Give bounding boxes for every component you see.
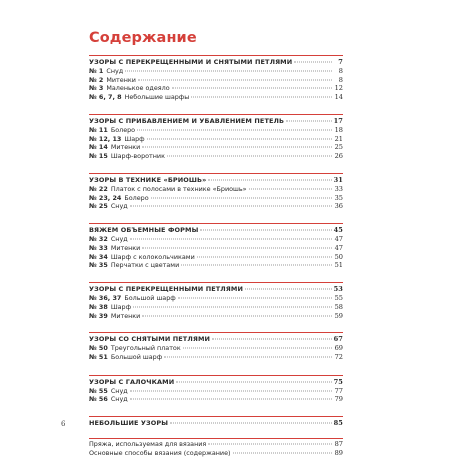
pattern-number: № 51 (89, 352, 108, 361)
entry-page-number: 17 (333, 116, 343, 125)
entry-page-number: 89 (334, 448, 343, 457)
entry-page-number: 85 (333, 419, 343, 428)
entry-page-number: 67 (333, 335, 343, 344)
entry-page-number: 21 (334, 134, 343, 143)
entry-label: Основные способы вязания (содержание) (89, 448, 231, 457)
entry-page-number: 53 (333, 285, 343, 294)
dot-leader (130, 206, 332, 207)
entry-label: Снуд (110, 386, 128, 395)
pattern-number: № 32 (89, 234, 108, 243)
toc-section (89, 114, 343, 163)
dot-leader (286, 120, 332, 121)
pattern-number: № 56 (89, 395, 108, 404)
dot-leader (142, 147, 332, 148)
entry-label: Снуд (106, 66, 124, 75)
dot-leader (142, 315, 332, 316)
entry-page-number: 8 (338, 66, 343, 75)
dot-leader (130, 399, 332, 400)
pattern-number: № 39 (89, 311, 108, 320)
entry-label: Треугольный платок (110, 344, 181, 353)
entry-page-number: 75 (333, 377, 343, 386)
entry-label: Снуд (110, 202, 128, 211)
dot-leader (151, 197, 332, 198)
dot-leader (170, 423, 332, 424)
pattern-number: № 33 (89, 243, 108, 252)
entry-page-number: 36 (334, 202, 343, 211)
toc-entry[interactable] (89, 143, 343, 152)
pattern-number: № 6, 7, 8 (89, 93, 122, 102)
entry-label: Митенки (110, 143, 141, 152)
dot-leader (245, 289, 332, 290)
toc-entry[interactable] (89, 387, 343, 396)
entry-label: УЗОРЫ В ТЕХНИКЕ «БРИОШЬ» (89, 175, 207, 184)
toc-section (89, 416, 343, 430)
toc-entry[interactable] (89, 440, 343, 449)
toc-section (89, 375, 343, 406)
dot-leader (137, 129, 332, 130)
entry-label: Митенки (106, 75, 136, 84)
entry-page-number: 55 (334, 293, 343, 302)
entry-page-number: 18 (334, 125, 343, 134)
entry-page-number: 33 (334, 184, 343, 193)
dot-leader (176, 381, 331, 382)
entry-page-number: 35 (334, 193, 343, 202)
entry-label: Болеро (124, 193, 149, 202)
dot-leader (183, 348, 332, 349)
entry-label: УЗОРЫ С ПЕРЕКРЕЩЕННЫМИ ПЕТЛЯМИ (89, 285, 244, 294)
toc-section-heading[interactable] (89, 419, 343, 428)
entry-page-number: 26 (334, 152, 343, 161)
toc-section (89, 55, 343, 104)
toc-section-heading[interactable] (89, 117, 343, 126)
toc-entry[interactable] (89, 135, 343, 144)
entry-label: Перчатки с цветами (110, 261, 180, 270)
entry-label: Шарф-воротник (110, 152, 165, 161)
dot-leader (294, 62, 332, 63)
dot-leader (142, 247, 332, 248)
toc-entry[interactable] (89, 93, 343, 102)
entry-page-number: 47 (334, 243, 343, 252)
toc-section-heading[interactable] (89, 335, 343, 344)
entry-label: НЕБОЛЬШИЕ УЗОРЫ (89, 419, 169, 428)
toc-section-heading[interactable] (89, 378, 343, 387)
dot-leader (181, 265, 332, 266)
pattern-number: № 3 (89, 84, 104, 93)
entry-page-number: 14 (334, 93, 343, 102)
toc-entry[interactable] (89, 261, 343, 270)
entry-label: ВЯЖЕМ ОБЪЕМНЫЕ ФОРМЫ (89, 226, 199, 235)
toc-entry[interactable] (89, 244, 343, 253)
toc-section-heading[interactable] (89, 58, 343, 67)
toc-section-heading[interactable] (89, 285, 343, 294)
entry-label: Шарф (110, 302, 132, 311)
toc-entry[interactable] (89, 344, 343, 353)
entry-label: Снуд (110, 395, 128, 404)
pattern-number: № 34 (89, 252, 108, 261)
pattern-number: № 1 (89, 66, 104, 75)
toc-section (89, 223, 343, 272)
entry-label: Шарф (124, 134, 145, 143)
pattern-number: № 38 (89, 302, 108, 311)
dot-leader (138, 79, 332, 80)
entry-page-number: 45 (333, 226, 343, 235)
toc-section (89, 282, 343, 322)
entry-page-number: 31 (333, 175, 343, 184)
toc-section (89, 332, 343, 363)
toc-section-heading[interactable] (89, 176, 343, 185)
entry-page-number: 72 (334, 352, 343, 361)
pattern-number: № 2 (89, 75, 104, 84)
toc-entry[interactable] (89, 449, 343, 458)
entry-page-number: 7 (338, 58, 343, 66)
entry-label: Шарф с колокольчиками (110, 252, 195, 261)
toc-entry[interactable] (89, 194, 343, 203)
pattern-number: № 11 (89, 125, 108, 134)
toc-entry[interactable] (89, 76, 343, 85)
dot-leader (130, 390, 332, 391)
entry-page-number: 25 (334, 143, 343, 152)
pattern-number: № 15 (89, 152, 108, 161)
entry-page-number: 79 (334, 395, 343, 404)
dot-leader (125, 70, 332, 71)
dot-leader (167, 156, 332, 157)
entry-label: Большой шарф (110, 352, 163, 361)
toc-entry[interactable] (89, 202, 343, 211)
dot-leader (164, 356, 332, 357)
entry-label: Болеро (110, 125, 136, 134)
pattern-number: № 12, 13 (89, 134, 122, 143)
dot-leader (178, 297, 332, 298)
toc-entry[interactable] (89, 67, 343, 76)
entry-page-number: 12 (334, 84, 343, 93)
dot-leader (147, 138, 332, 139)
entry-page-number: 59 (334, 311, 343, 320)
pattern-number: № 25 (89, 202, 108, 211)
entry-label: Платок с полосами в технике «Бриошь» (110, 184, 247, 193)
pattern-number: № 23, 24 (89, 193, 122, 202)
toc-entry[interactable] (89, 235, 343, 244)
toc-entry[interactable] (89, 152, 343, 161)
pattern-number: № 36, 37 (89, 293, 122, 302)
entry-label: Маленькое одеяло (106, 84, 170, 93)
toc-entry[interactable] (89, 253, 343, 262)
entry-page-number: 50 (334, 252, 343, 261)
entry-label: УЗОРЫ С ПЕРЕКРЕЩЕННЫМИ И СНЯТЫМИ ПЕТЛЯМИ (89, 58, 293, 66)
toc-section (89, 438, 343, 460)
toc-entry[interactable] (89, 185, 343, 194)
dot-leader (130, 238, 332, 239)
page-number: 6 (61, 420, 66, 428)
entry-page-number: 77 (334, 386, 343, 395)
toc-entry[interactable] (89, 353, 343, 362)
pattern-number: № 14 (89, 143, 108, 152)
dot-leader (200, 230, 331, 231)
dot-leader (208, 179, 331, 180)
dot-leader (172, 88, 332, 89)
entry-label: Небольшие шарфы (124, 93, 190, 102)
pattern-number: № 55 (89, 386, 108, 395)
entry-label: Снуд (110, 234, 128, 243)
page-title: Содержание (89, 30, 197, 46)
toc-entry[interactable] (89, 84, 343, 93)
pattern-number: № 50 (89, 344, 108, 353)
pattern-number: № 35 (89, 261, 108, 270)
dot-leader (133, 306, 332, 307)
dot-leader (197, 256, 332, 257)
toc-entry[interactable] (89, 312, 343, 321)
entry-label: Пряжа, используемая для вязания (89, 439, 207, 448)
entry-label: УЗОРЫ С ГАЛОЧКАМИ (89, 377, 175, 386)
pattern-number: № 22 (89, 184, 108, 193)
dot-leader (212, 339, 332, 340)
entry-label: Митенки (110, 311, 141, 320)
toc-entry[interactable] (89, 294, 343, 303)
entry-label: УЗОРЫ СО СНЯТЫМИ ПЕТЛЯМИ (89, 335, 211, 344)
dot-leader (208, 443, 332, 444)
dot-leader (249, 188, 332, 189)
entry-page-number: 58 (334, 302, 343, 311)
entry-page-number: 8 (338, 75, 343, 84)
dot-leader (233, 452, 332, 453)
toc-section (89, 173, 343, 213)
entry-page-number: 69 (334, 344, 343, 353)
toc-entry[interactable] (89, 395, 343, 404)
entry-label: Митенки (110, 243, 141, 252)
entry-page-number: 51 (334, 261, 343, 270)
entry-page-number: 47 (334, 234, 343, 243)
table-of-contents (89, 55, 343, 460)
entry-label: УЗОРЫ С ПРИБАВЛЕНИЕМ И УБАВЛЕНИЕМ ПЕТЕЛЬ (89, 116, 285, 125)
toc-entry[interactable] (89, 126, 343, 135)
toc-section-heading[interactable] (89, 226, 343, 235)
entry-label: Большой шарф (124, 293, 176, 302)
toc-entry[interactable] (89, 303, 343, 312)
dot-leader (191, 97, 332, 98)
entry-page-number: 87 (334, 439, 343, 448)
